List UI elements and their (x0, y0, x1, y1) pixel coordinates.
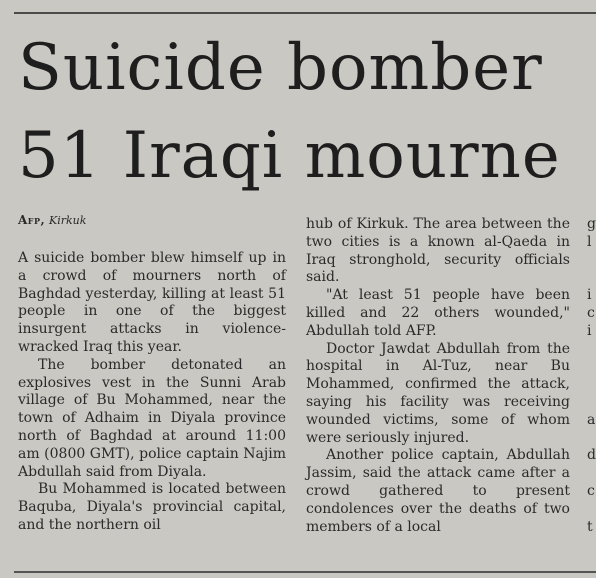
column-3-fragment: i (587, 287, 592, 304)
article-column-1 (18, 250, 286, 535)
column-3-fragment: c (587, 482, 595, 499)
article-column-2 (306, 216, 570, 536)
paragraph: A suicide bomber blew himself up in a crowd of mourners north of Baghdad yesterday, killing at least 51 people in one of the biggest insurgent attacks in violence-wracked Iraq this year. (18, 250, 286, 355)
column-3-fragment (587, 501, 596, 519)
paragraph: Another police captain, Abdullah Jassim, said the attack came after a crowd gathered to present condolences over the deaths of two members of a local (306, 447, 570, 535)
column-3-fragment (587, 430, 596, 448)
column-3-fragment (587, 465, 596, 483)
column-3-fragment: t (587, 518, 593, 535)
column-3-fragment (587, 269, 596, 287)
paragraph: hub of Kirkuk. The area between the two cities is a known al-Qaeda in Iraq stronghold, security officials said. (306, 216, 570, 286)
article-column-3-cropped (587, 216, 596, 536)
column-3-fragment (587, 341, 596, 359)
column-3-fragment (587, 358, 596, 376)
headline-line-1: Suicide bomber (18, 31, 543, 105)
paragraph: Bu Mohammed is located between Baquba, Diyala's provincial capital, and the northern oil (18, 481, 286, 533)
top-rule (14, 12, 596, 14)
column-3-fragment: l (587, 233, 592, 250)
column-3-fragment: d (587, 447, 596, 464)
byline-place: Kirkuk (49, 214, 87, 227)
column-3-fragment (587, 394, 596, 412)
byline (18, 213, 86, 227)
column-3-fragment (587, 376, 596, 394)
column-3-fragment: a (587, 411, 596, 428)
column-3-fragment (587, 252, 596, 270)
column-3-fragment: c (587, 304, 595, 321)
column-3-fragment: g (587, 216, 596, 232)
paragraph: The bomber detonated an explosives vest in the Sunni Arab village of Bu Mohammed, near the town of Adhaim in Diyala province north of Baghdad at around 11:00 am (0800 GMT), police captain Najim Abdullah said from Diyala. (18, 356, 286, 480)
paragraph: Doctor Jawdat Abdullah from the hospital in Al-Tuz, near Bu Mohammed, confirmed the attack, saying his facility was receiving wounded victims, some of whom were seriously injured. (306, 340, 570, 446)
byline-agency: Afp, (18, 213, 46, 227)
paragraph: "At least 51 people have been killed and 22 others wounded," Abdullah told AFP. (306, 287, 570, 339)
column-3-fragment: i (587, 322, 592, 339)
bottom-rule (14, 571, 596, 573)
headline-line-2: 51 Iraqi mourne (18, 119, 561, 193)
